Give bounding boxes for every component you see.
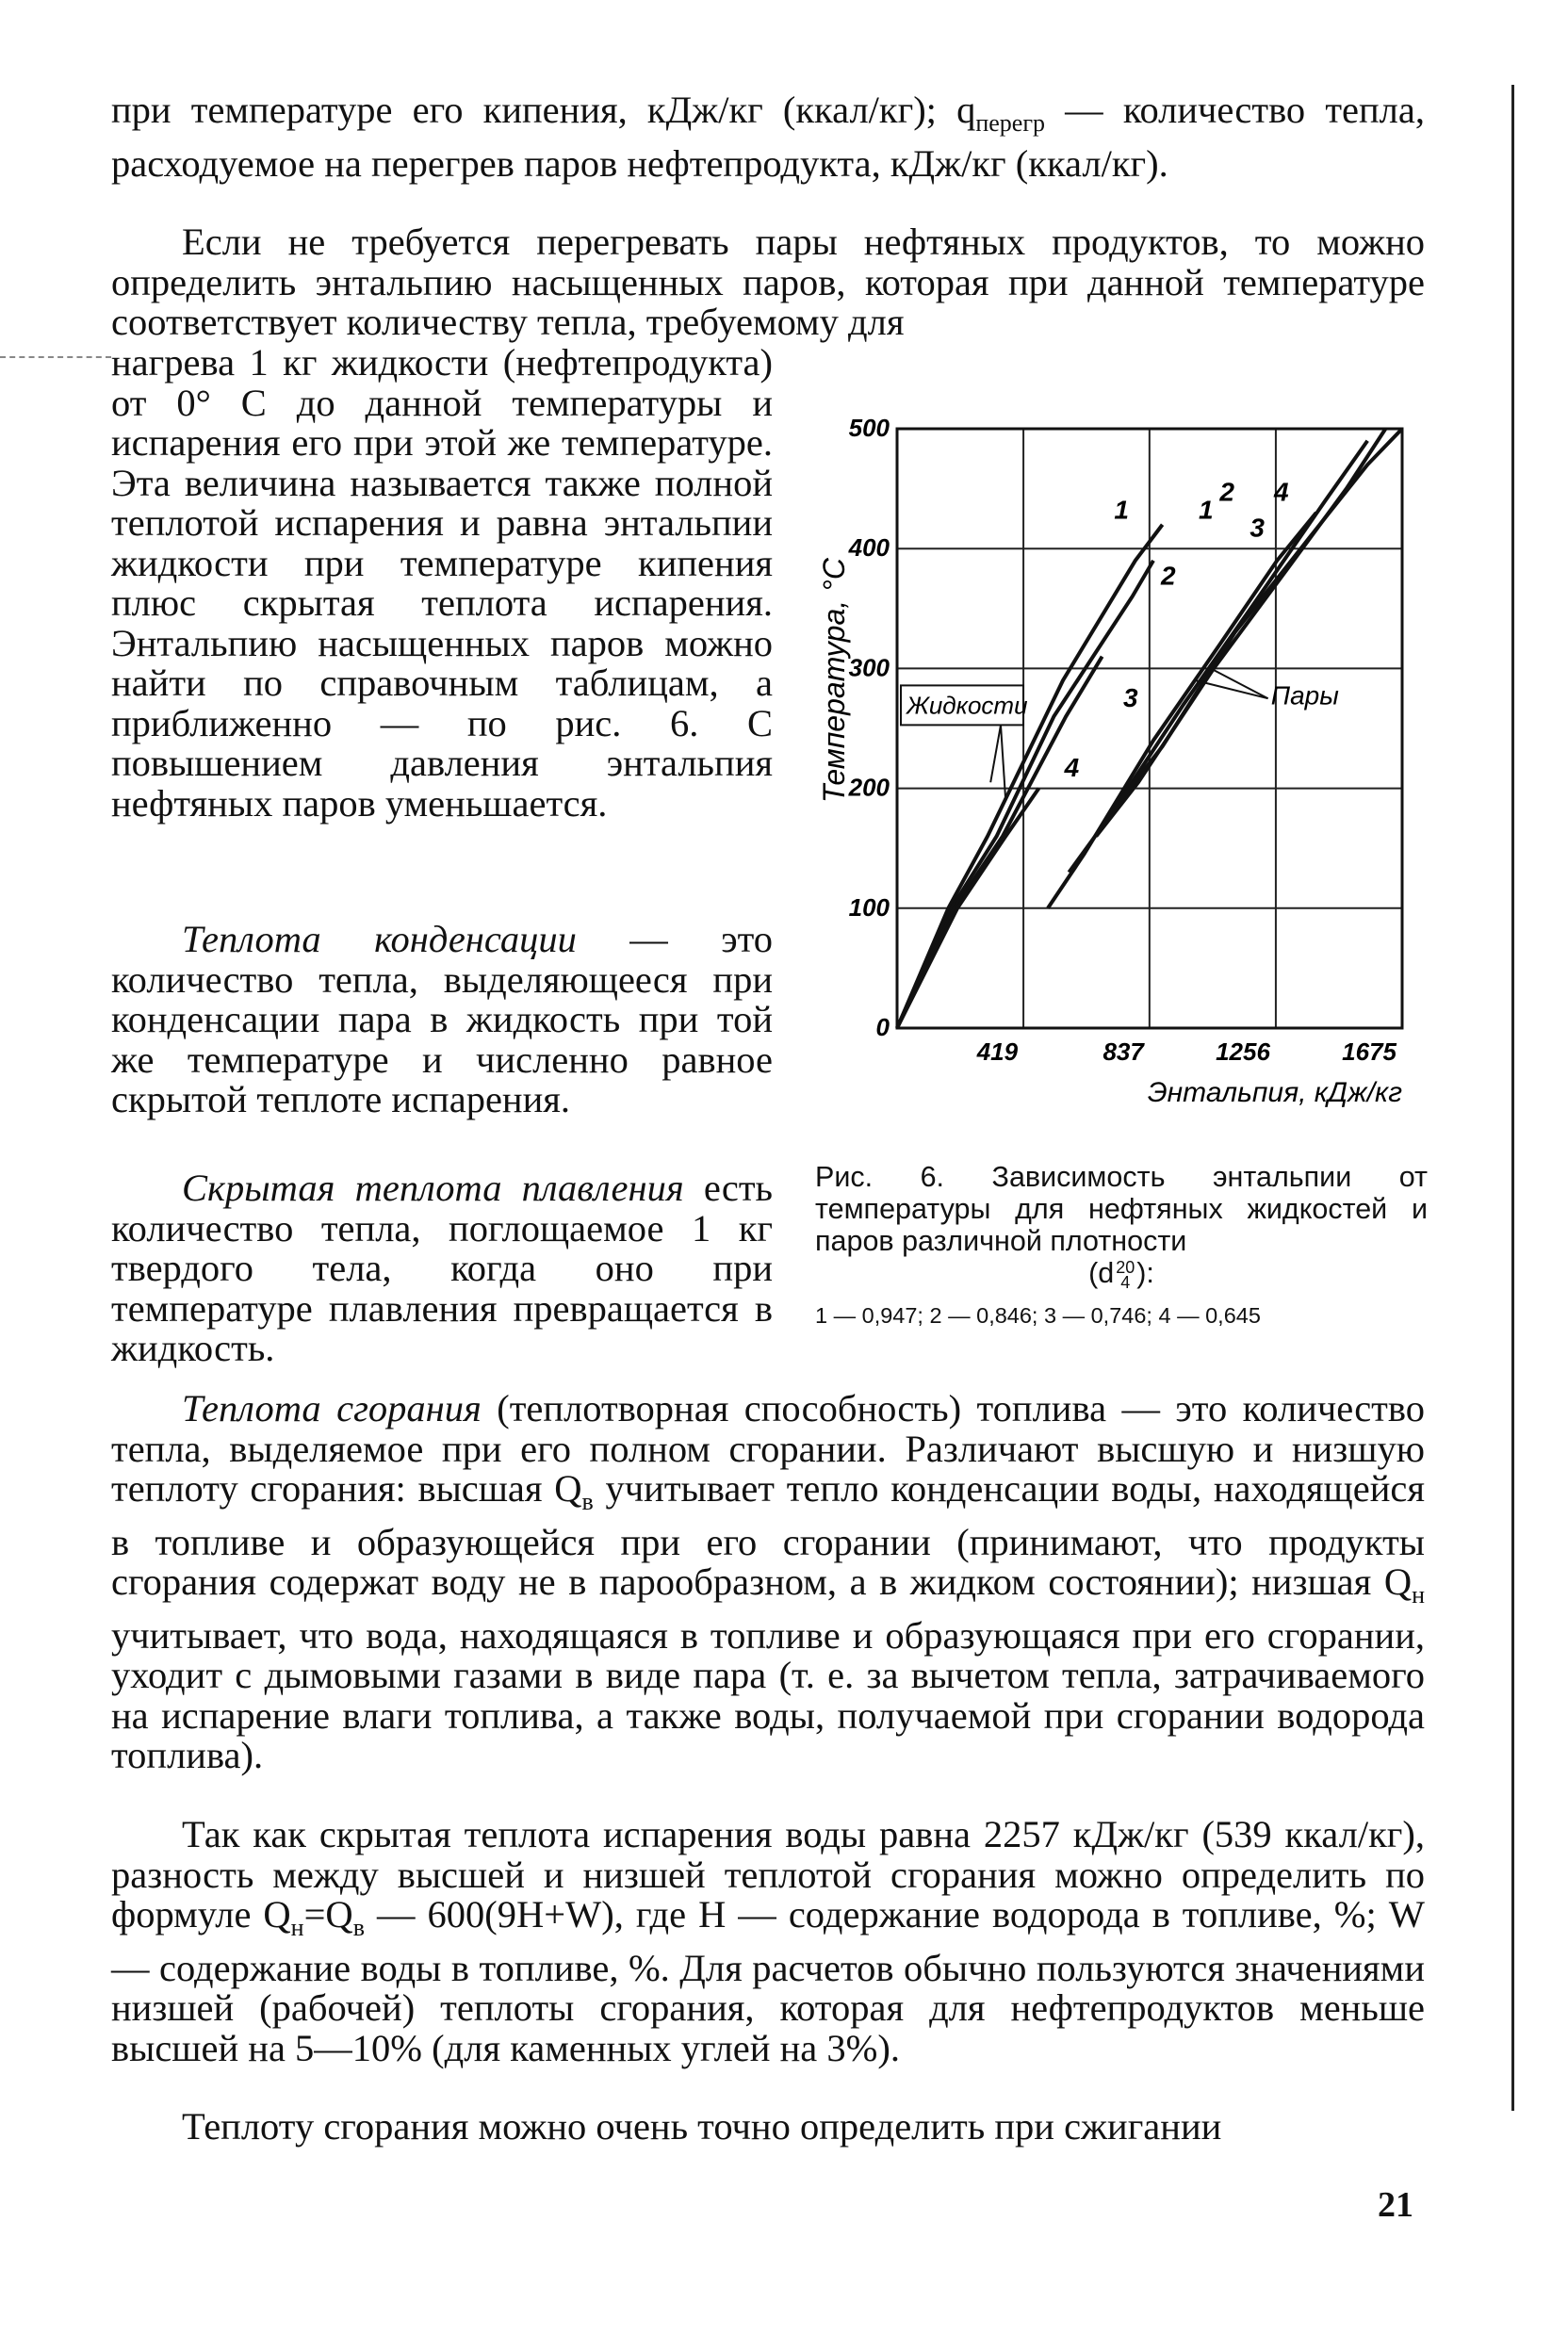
p2a-text: Если не требуется перегревать пары нефтяных продуктов, то можно определить энтальпию насыщенных паров, которая при данной температуре соответствует количеству тепла, требуемому для <box>111 220 1425 343</box>
vapors-pointer-1 <box>1196 680 1268 698</box>
density-sub: 4 <box>1120 1272 1131 1292</box>
p1-tail-text: — количество тепла, расходуемое на перегрев паров нефтепродукта, кДж/кг (ккал/кг). <box>111 89 1425 185</box>
figure-caption <box>815 1161 1428 1290</box>
p5-mid-text: учитывает тепло конденсации воды, находящейся в топливе и образующейся при его сгорании (принимают, что продукты сгорания содержат воду не в парообразном, а в жидком состоянии); низшая Q <box>111 1467 1425 1604</box>
curve-number-label: 2 <box>1161 561 1176 591</box>
x-axis-label: Энтальпия, кДж/кг <box>1147 1077 1402 1108</box>
paragraph-enthalpy-details <box>111 343 773 824</box>
curve-number-label: 3 <box>1123 683 1138 713</box>
p5-sub-low: н <box>1412 1581 1425 1609</box>
x-tick-label: 1675 <box>1342 1037 1396 1066</box>
caption-text: Рис. 6. Зависимость энтальпии от температуры для нефтяных жидкостей и паров различной плотности <box>815 1161 1428 1257</box>
density-close: ): <box>1136 1257 1154 1289</box>
paragraph-water-latent-heat <box>111 1815 1425 2068</box>
liquids-pointer-1 <box>990 725 1001 782</box>
y-tick-label: 400 <box>848 533 890 563</box>
density-sup: 20 <box>1116 1257 1135 1277</box>
y-axis-label: Температура, °C <box>817 558 851 804</box>
x-tick-label: 837 <box>1102 1037 1144 1066</box>
p6-equals: =Q <box>303 1893 353 1936</box>
caption-density <box>815 1257 1428 1290</box>
p1-text: при температуре его кипения, кДж/кг (ккал/кг); q <box>111 89 976 131</box>
p6-sub-high: в <box>352 1914 365 1942</box>
curve-number-label: 1 <box>1114 495 1129 525</box>
series-line-8 <box>1120 429 1402 800</box>
y-tick-label: 100 <box>848 892 890 922</box>
curve-number-label: 1 <box>1199 495 1214 525</box>
p6-sub-low: н <box>290 1914 304 1942</box>
p1-subscript: перегр <box>975 109 1046 138</box>
paragraph-enthalpy-intro <box>111 222 1425 343</box>
liquids-label: Жидкости <box>906 691 1028 720</box>
curve-number-label: 2 <box>1219 477 1234 507</box>
vapors-label: Пары <box>1270 680 1339 710</box>
p7-text: Теплоту сгорания можно очень точно определить при сжигании <box>182 2105 1222 2148</box>
p6a-text: Так как скрытая теплота испарения воды равна 2257 кДж/кг (539 ккал/кг), разность между высшей и низшей теплотой сгорания можно определить по формуле Q <box>111 1813 1425 1936</box>
paragraph-superheat-continuation <box>111 90 1425 184</box>
vapors-pointer-2 <box>1211 668 1268 698</box>
page-number: 21 <box>1378 2185 1413 2225</box>
p5-text: (теплотворная способность) топлива — это количество тепла, выделяемое при его полном сгорании. Различают высшую и низшую теплоту сгорания: высшая Q <box>111 1387 1425 1510</box>
p6b-text: — 600(9H+W), где H — содержание водорода в топливе, %; W — содержание воды в топливе, %. Для расчетов обычно пользуются значениями низшей (рабочей) теплоты сгорания, которая для нефтепродуктов меньше высшей на 5—10% (для каменных углей на 3%). <box>111 1893 1425 2069</box>
curve-number-label: 3 <box>1250 513 1265 543</box>
p4-text: есть количество тепла, поглощаемое 1 кг твердого тела, когда оно при температуре плавления превращается в жидкость. <box>111 1167 773 1369</box>
p5-sub-high: в <box>581 1488 594 1516</box>
margin-dash-line <box>0 356 111 358</box>
p5-end-text: учитывает, что вода, находящаяся в топливе и образующаяся при его сгорании, уходит с дымовыми газами в виде пара (т. е. за вычетом тепла, затрачиваемого на испарение влаги топлива, а также воды, получаемой при сгорании водорода топлива). <box>111 1613 1425 1777</box>
paragraph-combustion-heat <box>111 1389 1425 1776</box>
x-tick-label: 1256 <box>1216 1037 1270 1066</box>
y-tick-label: 200 <box>848 773 890 802</box>
figure-legend: 1 — 0,947; 2 — 0,846; 3 — 0,746; 4 — 0,645 <box>815 1303 1261 1328</box>
y-tick-label: 0 <box>875 1013 890 1041</box>
page-edge-rule <box>1511 85 1514 2111</box>
curve-number-label: 4 <box>1064 752 1080 782</box>
y-tick-label: 500 <box>848 414 890 442</box>
paragraph-melting-heat <box>111 1168 773 1369</box>
enthalpy-chart <box>792 400 1432 1135</box>
y-tick-label: 300 <box>848 653 890 682</box>
x-tick-label: 419 <box>976 1037 1019 1066</box>
term-combustion: Теплота сгорания <box>182 1387 482 1429</box>
density-open: (d <box>1088 1257 1115 1289</box>
term-melting: Скрытая теплота плавления <box>182 1167 684 1209</box>
paragraph-condensation-heat <box>111 920 773 1120</box>
p2b-text: нагрева 1 кг жидкости (нефтепродукта) от 0° С до данной температуры и испарения его при этой же температуре. Эта величина называется также полной теплотой испарения и равна энтальпии жидкости при температуре кипения плюс скрытая теплота испарения. Энтальпию насыщенных паров можно найти по справочным таблицам, а приближенно — по рис. 6. С повышением давления энтальпия нефтяных паров уменьшается. <box>111 341 773 825</box>
term-condensation: Теплота конденсации <box>182 918 577 960</box>
curve-number-label: 4 <box>1274 477 1289 507</box>
p3-text: — это количество тепла, выделяющееся при конденсации пара в жидкость при той же температуре и численно равное скрытой теплоте испарения. <box>111 918 773 1120</box>
paragraph-combustion-measure <box>111 2107 1425 2148</box>
